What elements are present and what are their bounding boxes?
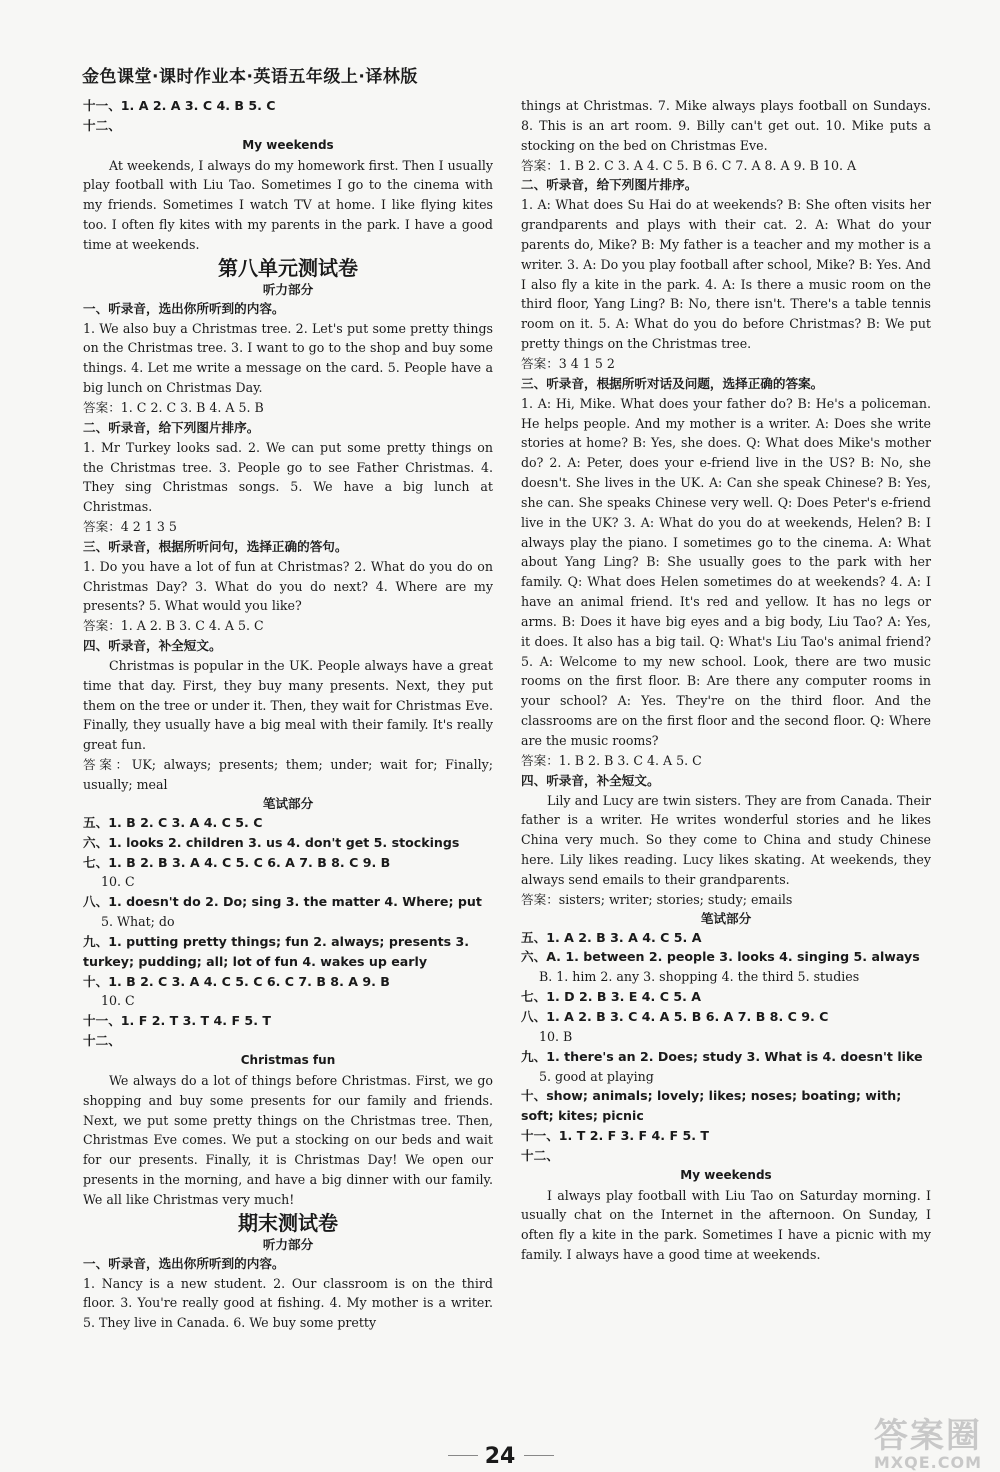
passage: Christmas is popular in the UK. People always have a great time that day. First, they buy many presents. Next, they put them on the tree or under it. Then, they wait for Christmas Eve. Finally, they usually have a big meal with their family. It's really great fun. — [83, 657, 493, 753]
text-block: 答案：1. A 2. B 3. C 4. A 5. C — [83, 618, 264, 634]
part-title: 笔试部分 — [700, 910, 752, 926]
text-block: 1. Do you have a lot of fun at Christmas? 2. What do you do on Christmas Day? 3. What do you do next? 4. Where are my presents? 5. What would you like? — [83, 558, 493, 614]
text-block: 1. We also buy a Christmas tree. 2. Let's put some pretty things on the Christmas tree. 3. I want to go to the shop and buy some things. 4. Let me write a message on the card. 5. People have a big lunch on Christmas Day. — [83, 320, 493, 396]
text-block: 答案：UK; always; presents; them; under; wait for; Finally; usually; meal — [83, 757, 493, 792]
essay-title: Christmas fun — [240, 1052, 336, 1067]
text-block: 答案：1. B 2. B 3. C 4. A 5. C — [521, 752, 702, 768]
continuation-line: 10. C — [101, 993, 135, 1009]
test-title: 期末测试卷 — [238, 1210, 338, 1235]
continuation-line: 5. good at playing — [539, 1068, 654, 1084]
passage: At weekends, I always do my homework first. Then I usually play football with Liu Tao. Sometimes I go to the cinema with my friends. Sometimes I watch TV at home. I like flying kites too. I often fly kites with my parents in the park. I have a good time at weekends. — [83, 157, 493, 252]
section-heading: 五、1. B 2. C 3. A 4. C 5. C — [83, 814, 263, 830]
section-heading: 十二、 — [521, 1147, 559, 1163]
section-heading: 八、1. A 2. B 3. C 4. A 5. B 6. A 7. B 8. C 9. C — [521, 1008, 829, 1024]
text-block: 答案：4 2 1 3 5 — [83, 519, 177, 535]
section-heading: 七、1. D 2. B 3. E 4. C 5. A — [521, 989, 702, 1005]
watermark-main: 答案圈 — [873, 1416, 982, 1456]
section-heading: 十、show; animals; lovely; likes; noses; boating; with; soft; kites; picnic — [521, 1088, 902, 1124]
continuation-line: B. 1. him 2. any 3. shopping 4. the third 5. studies — [539, 969, 860, 985]
page-number-dash-right — [524, 1455, 554, 1456]
text-block: 1. A: Hi, Mike. What does your father do? B: He's a policeman. He helps people. And my mother is a writer. A: Does she write stories at home? B: Yes, she does. Q: What does Mike's mother do? 2. A: Peter, does your e-friend live in the US? B: No, she doesn't. She lives in the UK. A: Can she speak Chinese? B: Yes, she can. She speaks Chinese very well. Q: Does Peter's e-friend live in the UK? 3. A: What do you do at weekends, Helen? B: I always play the piano. I sometimes go to the cinema. A: What about Yang Ling? B: She usually goes to the park with her family. Q: What does Helen sometimes do at weekends? 4. A: I have an animal friend. It's red and yellow. It has no legs or arms. B: Does it have big eyes and a big body, Liu Tao? A: Yes, it does. It also has a big tail. Q: What's Liu Tao's animal friend? 5. A: Welcome to my new school. Look, there are two music rooms on the first floor. B: Are there any computer rooms in your school? A: Yes. They're on the third floor. And the classrooms are on the first floor and the second floor. Q: Where are the music rooms? — [521, 395, 931, 748]
text-block: 答案：1. C 2. C 3. B 4. A 5. B — [83, 399, 264, 415]
page-header: 金色课堂·课时作业本·英语五年级上·译林版 — [82, 67, 418, 87]
part-title: 听力部分 — [262, 1236, 314, 1252]
watermark-logo — [874, 1418, 982, 1472]
text-block: 1. Nancy is a new student. 2. Our classroom is on the third floor. 3. You're really good at fishing. 4. My mother is a writer. 5. They live in Canada. 6. We buy some pretty — [83, 1275, 493, 1331]
essay-title: My weekends — [680, 1167, 772, 1182]
section-heading: 三、听录音，根据所听对话及问题，选择正确的答案。 — [521, 375, 824, 391]
text-block: 1. A: What does Su Hai do at weekends? B: She often visits her grandparents and plays with their cat. 2. A: What do your parents do, Mike? B: My father is a teacher and my mother is a writer. 3. A: Do you play football after school, Mike? B: Yes. And I also fly a kite in the park. 4. A: Is there a music room on the third floor, Yang Ling? B: No, there isn't. There's a table tennis room on it. 5. A: What do you do before Christmas? B: We put pretty things on the Christmas tree. — [521, 197, 931, 352]
continuation-line: 5. What; do — [101, 914, 175, 930]
part-title: 听力部分 — [262, 281, 314, 297]
continuation-line: 10. C — [101, 874, 135, 890]
watermark-sub: MXQE.COM — [873, 1453, 982, 1472]
text-block: things at Christmas. 7. Mike always plays football on Sundays. 8. This is an art room. 9. Billy can't get out. 10. Mike puts a stocking on the bed on Christmas Eve. — [521, 98, 931, 153]
test-title: 第八单元测试卷 — [218, 255, 358, 280]
left-column — [83, 96, 493, 1333]
text-block: 1. Mr Turkey looks sad. 2. We can put some pretty things on the Christmas tree. 3. People go to see Father Christmas. 4. They sing Christmas songs. 5. We have a big lunch at Christmas. — [83, 439, 493, 515]
section-heading: 六、1. looks 2. children 3. us 4. don't get 5. stockings — [83, 834, 460, 850]
right-column — [521, 96, 931, 1265]
text-block: 答案：sisters; writer; stories; study; emails — [521, 891, 793, 907]
section-heading: 一、听录音，选出你所听到的内容。 — [83, 300, 285, 316]
essay-title: My weekends — [242, 137, 334, 152]
section-heading: 十二、 — [83, 1033, 121, 1049]
section-heading: 四、听录音，补全短文。 — [83, 638, 222, 654]
text-block: 答案：3 4 1 5 2 — [521, 355, 615, 371]
passage: We always do a lot of things before Christmas. First, we go shopping and buy some presents for our family and friends. Next, we put some pretty things on the Christmas tree. Then, Christmas Eve comes. We put a stocking on our beds and wait for our presents. Finally, it is Christmas Day! We open our presents in the morning, and have a big dinner with our family. We all like Christmas very much! — [83, 1072, 493, 1207]
continuation-line: 10. B — [539, 1028, 573, 1044]
section-heading: 一、听录音，选出你所听到的内容。 — [83, 1255, 285, 1271]
section-heading: 十一、1. A 2. A 3. C 4. B 5. C — [83, 98, 276, 113]
section-heading: 八、1. doesn't do 2. Do; sing 3. the matter 4. Where; put — [83, 894, 482, 910]
section-heading: 三、听录音，根据所听问句，选择正确的答句。 — [83, 538, 348, 554]
section-heading: 二、听录音，给下列图片排序。 — [83, 419, 260, 435]
section-heading: 六、A. 1. between 2. people 3. looks 4. singing 5. always — [521, 949, 920, 965]
section-heading: 七、1. B 2. B 3. A 4. C 5. C 6. A 7. B 8. C 9. B — [83, 854, 391, 870]
passage: I always play football with Liu Tao on Saturday morning. I usually chat on the Internet in the afternoon. On Sunday, I often fly a kite in the park. Sometimes I have a picnic with my family. I always have a good time at weekends. — [521, 1187, 931, 1263]
page-number: 24 — [484, 1444, 516, 1469]
section-heading: 十二、 — [83, 117, 121, 133]
section-heading: 十一、1. T 2. F 3. F 4. F 5. T — [521, 1128, 709, 1144]
passage: Lily and Lucy are twin sisters. They are from Canada. Their father is a writer. He writes wonderful stories and he likes China very much. So they come to China and study Chinese here. Lily likes reading. Lucy likes skating. At weekends, they always send emails to their grandparents. — [521, 792, 931, 887]
section-heading: 二、听录音，给下列图片排序。 — [521, 177, 698, 193]
section-heading: 九、1. putting pretty things; fun 2. always; presents 3. turkey; pudding; all; lot of fun 4. wakes up early — [83, 933, 470, 969]
section-heading: 十一、1. F 2. T 3. T 4. F 5. T — [83, 1013, 271, 1029]
section-heading: 五、1. A 2. B 3. A 4. C 5. A — [521, 929, 702, 945]
section-heading: 四、听录音，补全短文。 — [521, 772, 660, 788]
section-heading: 九、1. there's an 2. Does; study 3. What is 4. doesn't like — [521, 1048, 923, 1064]
text-block: 答案：1. B 2. C 3. A 4. C 5. B 6. C 7. A 8. A 9. B 10. A — [521, 157, 857, 173]
section-heading: 十、1. B 2. C 3. A 4. C 5. C 6. C 7. B 8. A 9. B — [83, 973, 390, 989]
part-title: 笔试部分 — [262, 795, 314, 811]
